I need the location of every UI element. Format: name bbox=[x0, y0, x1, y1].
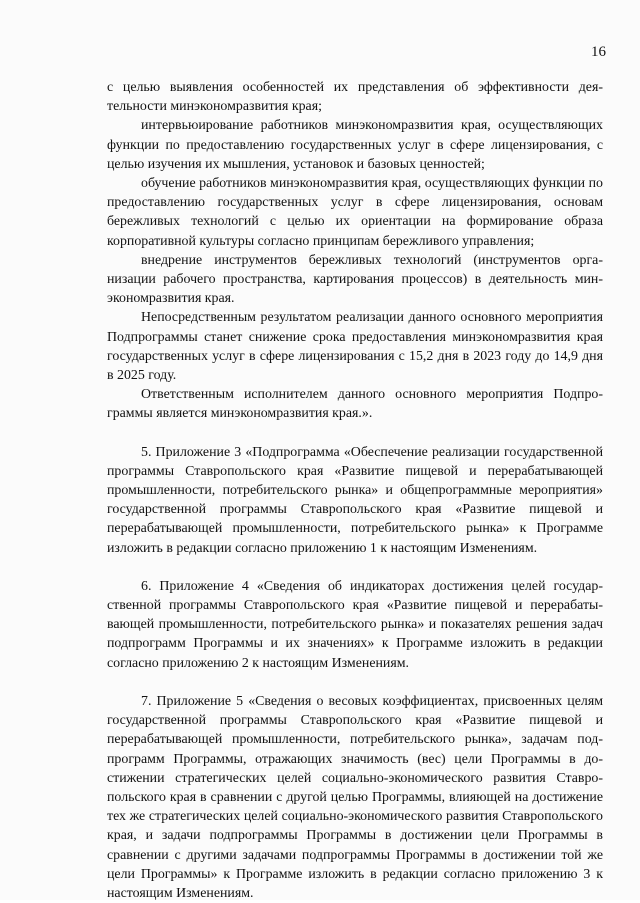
paragraph-interviewing: интервьюирование работников минэкономразвития края, осуществляющих функции по предоставлению государственных услуг в сфере лицензирования, с целью изучения их мышления, установок и базовых ценностей; bbox=[107, 118, 603, 172]
paragraph-continuation: с целью выявления особенностей их представления об эффективности деятельности минэкономразвития края; bbox=[107, 80, 603, 115]
paragraph-responsible: Ответственным исполнителем данного основного мероприятия Подпрограммы является минэкономразвития края.». bbox=[107, 387, 603, 422]
document-body bbox=[107, 78, 603, 903]
paragraph-item-5: 5. Приложение 3 «Подпрограмма «Обеспечение реализации государственной программы Ставропольского края «Развитие пищевой и перерабатывающей промышленности, потребительского рынка» и общепрограммные мероприятия» государственной программы Ставропольского края «Развитие пищевой и перерабатывающей промышленности, потребительского рынка» к Программе изложить в редакции согласно приложению 1 к настоящим Изменениям. bbox=[107, 444, 603, 556]
paragraph-item-7: 7. Приложение 5 «Сведения о весовых коэффициентах, присвоенных целям государственной программы Ставропольского края «Развитие пищевой и перерабатывающей промышленности, потребительского рынка», задачам подпрограмм Программы, отражающих значимость (вес) цели Программы в достижении стратегических целей социально-экономического развития Ставропольского края в сравнении с другой целью Программы, влияющей на достижение тех же стратегических целей социально-экономического развития Ставропольского края, и задачи подпрограммы Программы в достижении цели Программы в сравнении с другими задачами подпрограммы Программы в достижении той же цели Программы» к Программе изложить в редакции согласно приложению 3 к настоящим Изменениям. bbox=[107, 693, 603, 901]
paragraph-item-6: 6. Приложение 4 «Сведения об индикаторах достижения целей государственной программы Ставропольского края «Развитие пищевой и перерабатывающей промышленности, потребительского рынка» и показателях решения задач подпрограмм Программы и их значениях» к Программе изложить в редакции согласно приложению 2 к настоящим Изменениям. bbox=[107, 578, 603, 671]
paragraph-training: обучение работников минэкономразвития края, осуществляющих функции по предоставлению государственных услуг в сфере лицензирования, основам бережливых технологий с целью их ориентации на формирование образа корпоративной культуры согласно принципам бережливого управления; bbox=[107, 176, 603, 249]
paragraph-result: Непосредственным результатом реализации данного основного мероприятия Подпрограммы станет снижение срока предоставления минэкономразвития края государственных услуг в сфере лицензирования с 15,2 дня в 2023 году до 14,9 дня в 2025 году. bbox=[107, 310, 603, 384]
page-number: 16 bbox=[591, 44, 606, 60]
paragraph-lean-tools: внедрение инструментов бережливых технологий (инструментов организации рабочего пространства, картирования процессов) в деятельность минэкономразвития края. bbox=[107, 252, 603, 307]
